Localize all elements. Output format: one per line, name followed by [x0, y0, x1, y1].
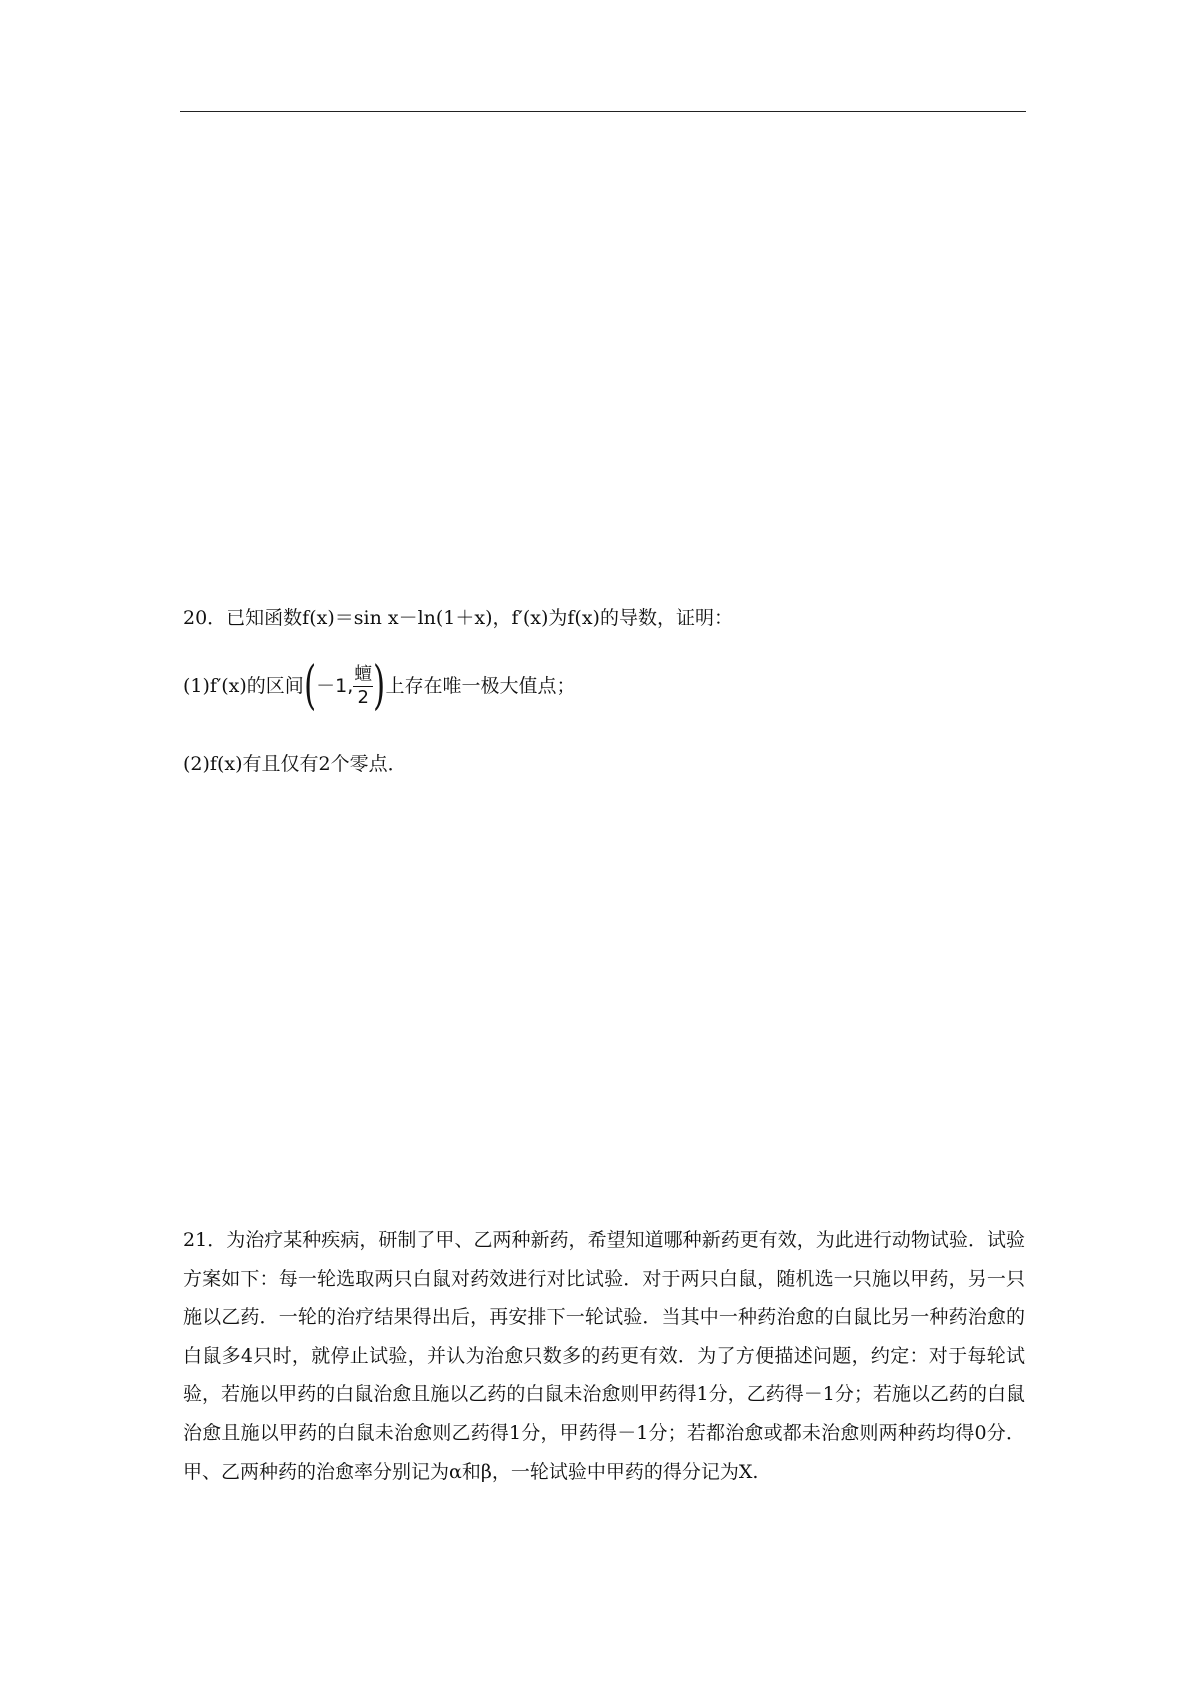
question-21-text: 21．为治疗某种疾病，研制了甲、乙两种新药，希望知道哪种新药更有效，为此进行动物试验．试验方案如下：每一轮选取两只白鼠对药效进行对比试验．对于两只白鼠，随机选一只施以甲药，另一只施以乙药．一轮的治疗结果得出后，再安排下一轮试验．当其中一种药治愈的白鼠比另一种药治愈的白鼠多4只时，就停止试验，并认为治愈只数多的药更有效．为了方便描述问题，约定：对于每轮试验，若施以甲药的白鼠治愈且施以乙药的白鼠未治愈则甲药得1分，乙药得－1分；若施以乙药的白鼠治愈且施以甲药的白鼠未治愈则乙药得1分，甲药得－1分；若都治愈或都未治愈则两种药均得0分．甲、乙两种药的治愈率分别记为α和β，一轮试验中甲药的得分记为X.: [183, 1229, 1025, 1483]
interval-right-fraction: [353, 664, 373, 709]
part-1-prefix: (1)f′(x)的区间: [183, 675, 304, 697]
interval-left-bound: －1,: [316, 675, 354, 697]
question-20-part-1: [183, 656, 1025, 716]
question-20-stem: 20．已知函数f(x)＝sin x－ln(1＋x)，f′(x)为f(x)的导数，证明：: [183, 607, 733, 629]
header-rule: [180, 111, 1026, 112]
part-1-suffix: 上存在唯一极大值点；: [385, 675, 576, 697]
left-paren: (: [303, 656, 317, 716]
fraction-numerator: 蟺: [354, 663, 373, 685]
fraction-denominator: 2: [357, 686, 369, 708]
right-paren: ): [373, 656, 386, 716]
question-20-part-2: (2)f(x)有且仅有2个零点．: [183, 753, 407, 775]
